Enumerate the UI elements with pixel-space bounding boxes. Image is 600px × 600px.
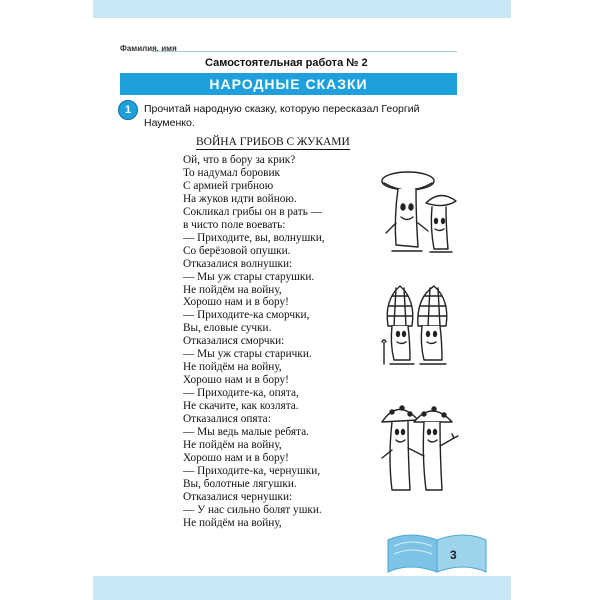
poem-line: Не пойдём на войну,	[183, 516, 282, 529]
poem-line: — Мы уж стары старички.	[183, 348, 312, 361]
poem-line: — Мы ведь малые ребята.	[183, 426, 309, 439]
poem-line: Не пойдём на войну,	[183, 283, 282, 296]
poem-line: С армией грибною	[183, 179, 274, 192]
poem-line: Не пойдём на войну,	[183, 361, 282, 374]
poem-line: — Мы уж стары старушки.	[183, 270, 315, 283]
poem-line: На жуков идти войною.	[183, 192, 297, 205]
bottom-decor-band	[93, 576, 511, 600]
poem-line: Отказалися чернушки:	[183, 490, 293, 503]
poem-line: Не скачите, как козлята.	[183, 400, 299, 413]
task-instruction: Прочитай народную сказку, которую пересказал Георгий Науменко.	[144, 103, 420, 129]
task-number-badge: 1	[118, 100, 138, 120]
story-title: ВОЙНА ГРИБОВ С ЖУКАМИ	[196, 136, 350, 148]
page-number: 3	[450, 548, 457, 562]
poem-line: Отказалися волнушки:	[183, 257, 293, 270]
poem-line: Не пойдём на войну,	[183, 438, 282, 451]
top-decor-band	[93, 0, 511, 18]
poem-line: — У нас сильно болят ушки.	[183, 503, 322, 516]
section-banner: НАРОДНЫЕ СКАЗКИ	[120, 73, 457, 95]
poem-line: Отказалися сморчки:	[183, 335, 285, 348]
work-title: Самостоятельная работа № 2	[205, 57, 368, 69]
poem-line: Хорошо нам и в бору!	[183, 296, 289, 309]
poem-line: Сокликал грибы он в рать —	[183, 205, 322, 218]
poem-line: — Приходите-ка сморчки,	[183, 309, 310, 322]
poem-line: — Приходите, вы, волнушки,	[183, 231, 325, 244]
poem-line: в чисто поле воевать:	[183, 218, 286, 231]
poem-line: Отказалися опята:	[183, 413, 271, 426]
poem-line: Хорошо нам и в бору!	[183, 451, 289, 464]
morel-pair-icon	[378, 282, 460, 366]
poem-line: То надумал боровик	[183, 166, 281, 179]
name-field-line	[152, 51, 457, 52]
poem-line: Вы, болотные лягушки.	[183, 477, 297, 490]
open-book-icon	[382, 522, 492, 576]
honey-mushroom-pair-icon	[378, 400, 460, 496]
poem-line: — Приходите-ка, опята,	[183, 387, 299, 400]
mushroom-pair-icon	[378, 167, 460, 255]
poem-text	[183, 154, 383, 530]
poem-line: Вы, еловые сучки.	[183, 322, 272, 335]
poem-line: Хорошо нам и в бору!	[183, 374, 289, 387]
poem-line: — Приходите-ка, чернушки,	[183, 464, 321, 477]
name-label: Фамилия, имя	[120, 44, 177, 53]
poem-line: Со берёзовой опушки.	[183, 244, 291, 257]
poem-line: Ой, что в бору за крик?	[183, 154, 296, 166]
